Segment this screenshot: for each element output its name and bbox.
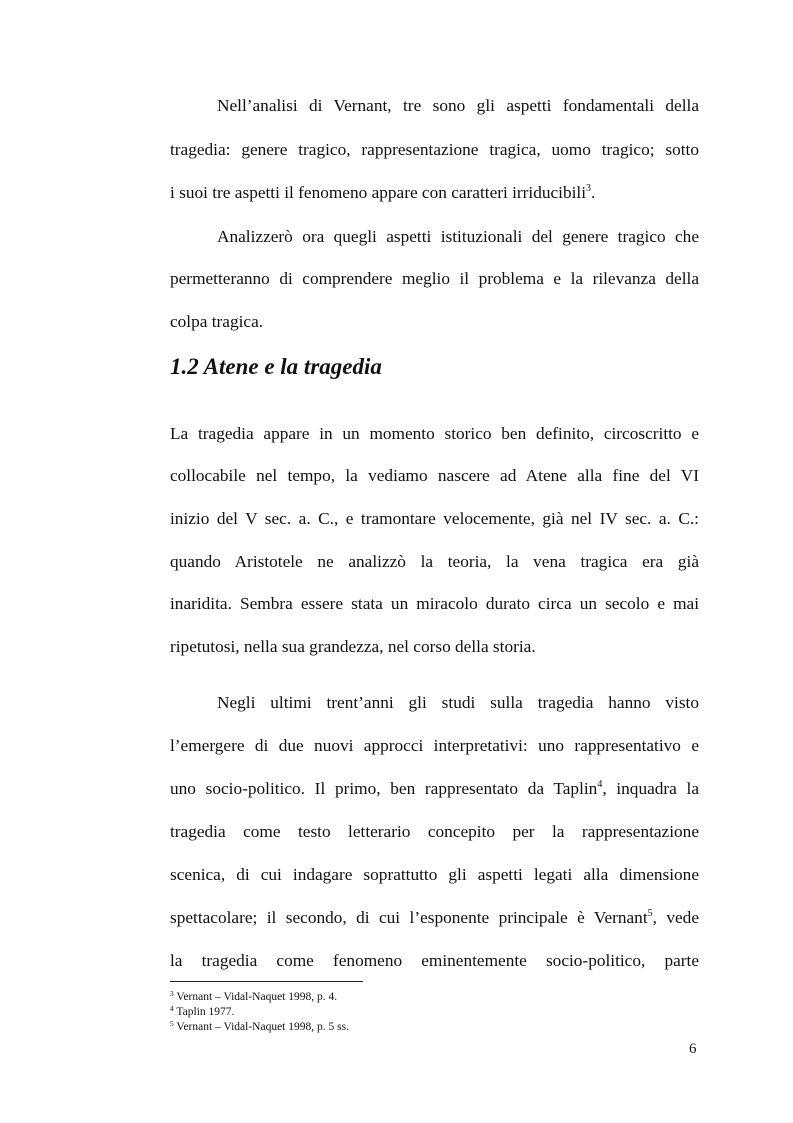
footnote-number: 5: [170, 1019, 174, 1028]
paragraph-3-line-2: collocabile nel tempo, la vediamo nascere ad Atene alla fine del VI: [170, 466, 699, 485]
footnote-divider: [170, 981, 363, 982]
paragraph-1-line-3-end: .: [591, 183, 596, 202]
paragraph-4-line-6-end: , vede: [652, 908, 699, 927]
section-heading: 1.2 Atene e la tragedia: [170, 354, 382, 379]
footnote-3: [170, 990, 337, 1004]
footnote-ref-4[interactable]: 4: [597, 779, 603, 790]
paragraph-1-line-3-text: i suoi tre aspetti il fenomeno appare con caratteri irriducibili: [170, 183, 587, 202]
paragraph-4-line-4: tragedia come testo letterario concepito per la rappresentazione: [170, 822, 699, 841]
paragraph-1-line-3: [170, 180, 699, 206]
paragraph-1-line-1: Nell’analisi di Vernant, tre sono gli aspetti fondamentali della: [217, 96, 699, 115]
paragraph-3-line-4: quando Aristotele ne analizzò la teoria, la vena tragica era già: [170, 552, 699, 571]
footnote-4: [170, 1005, 234, 1019]
footnote-ref-5[interactable]: 5: [647, 908, 653, 919]
paragraph-3-line-6: ripetutosi, nella sua grandezza, nel corso della storia.: [170, 637, 536, 656]
footnote-number: 4: [170, 1004, 174, 1013]
paragraph-4-line-5: scenica, di cui indagare soprattutto gli aspetti legati alla dimensione: [170, 865, 699, 884]
footnote-text: Vernant – Vidal-Naquet 1998, p. 5 ss.: [176, 1021, 349, 1033]
paragraph-2-line-2: permetteranno di comprendere meglio il problema e la rilevanza della: [170, 269, 699, 288]
footnote-text: Taplin 1977.: [176, 1006, 235, 1018]
page-number: 6: [689, 1041, 697, 1057]
footnote-5: [170, 1020, 349, 1034]
paragraph-4-line-7: la tragedia come fenomeno eminentemente socio-politico, parte: [170, 951, 699, 970]
paragraph-4-line-3-end: , inquadra la: [602, 779, 699, 798]
paragraph-4-line-2: l’emergere di due nuovi approcci interpretativi: uno rappresentativo e: [170, 736, 699, 755]
paragraph-4-line-6-text: spettacolare; il secondo, di cui l’esponente principale è Vernant: [170, 908, 648, 927]
paragraph-3-line-1: La tragedia appare in un momento storico ben definito, circoscritto e: [170, 424, 699, 443]
paragraph-2-line-1: Analizzerò ora quegli aspetti istituzionali del genere tragico che: [217, 227, 699, 246]
footnote-number: 3: [170, 989, 174, 998]
paragraph-4-line-1: Negli ultimi trent’anni gli studi sulla tragedia hanno visto: [217, 693, 699, 712]
footnote-text: Vernant – Vidal-Naquet 1998, p. 4.: [176, 991, 338, 1003]
footnote-ref-3[interactable]: 3: [586, 183, 592, 194]
paragraph-4-line-3: [170, 776, 699, 802]
paragraph-3-line-3: inizio del V sec. a. C., e tramontare velocemente, già nel IV sec. a. C.:: [170, 509, 699, 528]
paragraph-1-line-2: tragedia: genere tragico, rappresentazione tragica, uomo tragico; sotto: [170, 140, 699, 159]
paragraph-3-line-5: inaridita. Sembra essere stata un miracolo durato circa un secolo e mai: [170, 594, 699, 613]
paragraph-4-line-6: [170, 905, 699, 931]
paragraph-4-line-3-text: uno socio-politico. Il primo, ben rappresentato da Taplin: [170, 779, 598, 798]
paragraph-2-line-3: colpa tragica.: [170, 312, 264, 331]
